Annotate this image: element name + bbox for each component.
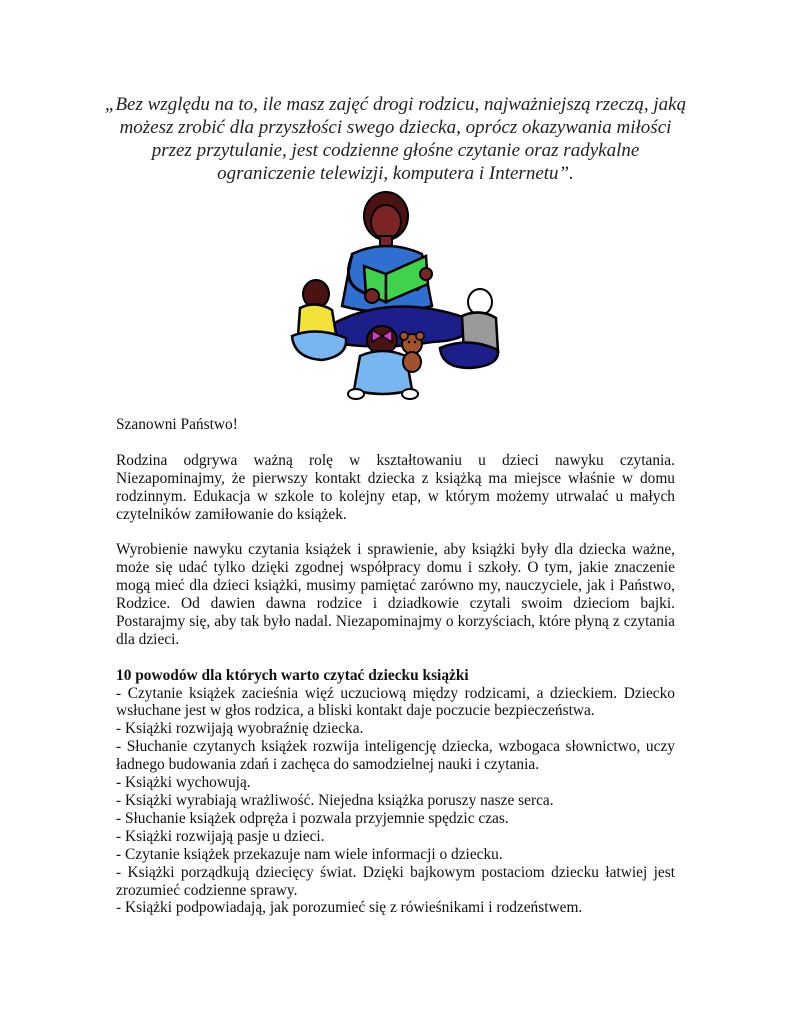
list-item: - Książki porządkują dziecięcy świat. Dzięki bajkowym postaciom dziecku łatwiej jest zrozumieć codzienne sprawy. (116, 863, 675, 899)
reasons-heading: 10 powodów dla których warto czytać dziecku książki (116, 666, 469, 684)
paragraph: Wyrobienie nawyku czytania książek i sprawienie, aby książki były dla dziecka ważne, może się udać tylko dzięki zgodnej współpracy domu i szkoły. O tym, jakie znaczenie mogą mieć dla dzieci książki, musimy pamiętać zarówno my, nauczyciele, jak i Państwo, Rodzice. Od dawien dawna rodzice i dziadkowie czytali swoim dzieciom bajki. Postarajmy się, aby tak było nadal. Niezapominajmy o korzyściach, które płyną z czytania dla dzieci. (116, 541, 675, 648)
quote-line: możesz zrobić dla przyszłości swego dziecka, oprócz okazywania miłości (119, 117, 672, 138)
quote-line: przez przytulanie, jest codzienne głośne czytanie oraz radykalne (151, 140, 640, 161)
paragraph: Rodzina odgrywa ważną rolę w kształtowaniu u dzieci nawyku czytania. Niezapominajmy, że pierwszy kontakt dziecka z książką ma miejsce właśnie w domu rodzinnym. Edukacja w szkole to kolejny etap, w którym możemy utrwalać u małych czytelników zamiłowanie do książek. (116, 451, 675, 523)
reading-teacher-with-children-icon (282, 190, 508, 402)
list-item: - Książki podpowiadają, jak porozumieć się z rówieśnikami i rodzeństwem. (116, 899, 583, 917)
opening-quote (100, 93, 691, 185)
letter-body (116, 416, 675, 917)
list-item: - Książki wychowują. (116, 774, 251, 792)
list-item: - Czytanie książek zacieśnia więź uczuciową między rodzicami, a dzieckiem. Dziecko wsłuchane jest w głos rodzica, a bliski kontakt daje poczucie bezpieczeństwa. (116, 684, 675, 720)
list-item: - Słuchanie książek odpręża i pozwala przyjemnie spędzic czas. (116, 809, 509, 827)
greeting: Szanowni Państwo! (116, 416, 238, 433)
quote-line: ograniczenie telewizji, komputera i Internetu”. (217, 163, 574, 184)
teacher-figure (321, 192, 469, 347)
list-item: - Słuchanie czytanych książek rozwija inteligencję dziecka, wzbogaca słownictwo, uczy ładnego budowania zdań i zachęca do samodzielnej nauki i czytania. (116, 738, 675, 774)
list-item: - Książki wyrabiają wrażliwość. Niejedna książka poruszy nasze serca. (116, 791, 554, 809)
list-item: - Książki rozwijają pasje u dzieci. (116, 827, 325, 845)
quote-line: „Bez względu na to, ile masz zajęć drogi rodzicu, najważniejszą rzeczą, jaką (104, 94, 687, 115)
teddy-bear-icon (400, 332, 424, 372)
list-item: - Czytanie książek przekazuje nam wiele informacji o dziecku. (116, 845, 503, 863)
list-item: - Książki rozwijają wyobraźnię dziecka. (116, 720, 364, 738)
reasons-list (116, 685, 675, 918)
